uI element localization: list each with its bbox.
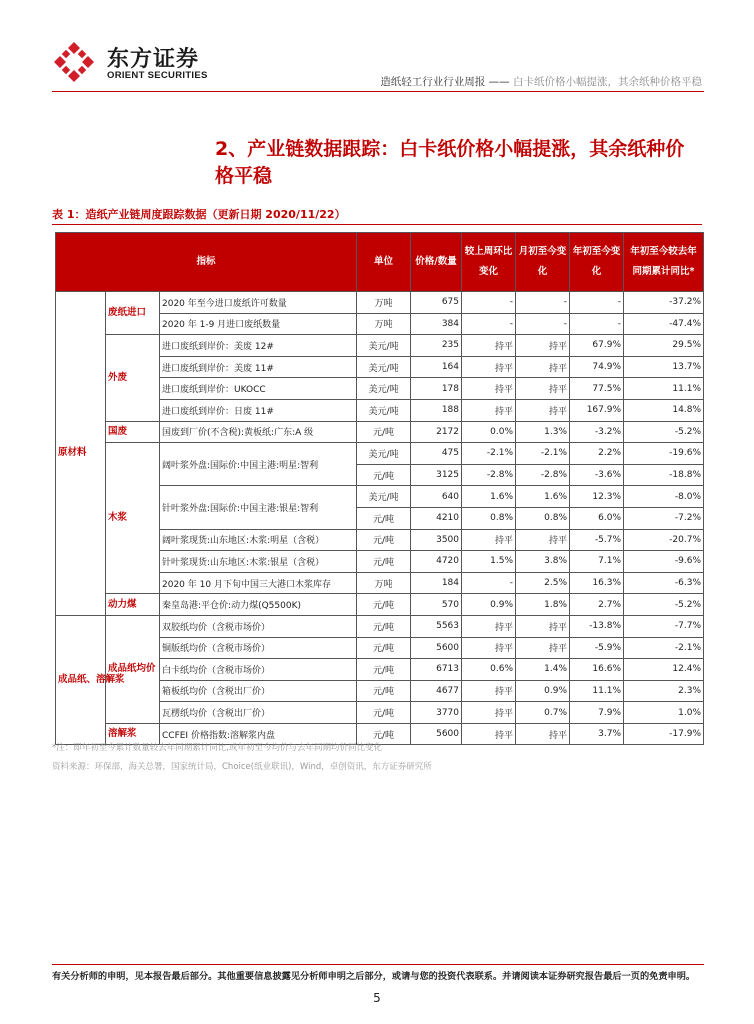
row-yoy: -17.9% [624, 723, 704, 745]
report-subtitle: 白卡纸价格小幅提涨，其余纸种价格平稳 [513, 76, 702, 88]
table-header-row [56, 233, 704, 292]
row-wow: 持平 [462, 356, 516, 378]
row-ytd: 74.9% [570, 356, 624, 378]
row-mtd: 0.7% [516, 702, 570, 724]
table-caption: 表 1：造纸产业链周度跟踪数据（更新日期 2020/11/22） [52, 208, 346, 221]
row-price: 4677 [411, 680, 462, 702]
row-unit: 元/吨 [357, 421, 411, 443]
row-yoy: 1.0% [624, 702, 704, 724]
section-title: 2、产业链数据跟踪：白卡纸价格小幅提涨，其余纸种价格平稳 [215, 138, 685, 187]
row-price: 384 [411, 313, 462, 335]
report-dash: —— [485, 76, 513, 88]
row-name: 进口废纸到岸价：美废 12# [160, 335, 357, 357]
header-yoy: 年初至今较去年同期累计同比* [624, 233, 704, 292]
page-number: 5 [373, 991, 381, 1005]
row-name: 瓦楞纸均价（含税出厂价） [160, 702, 357, 724]
row-wow: 0.9% [462, 594, 516, 616]
report-name: 造纸轻工行业行业周报 [380, 76, 486, 88]
row-unit: 元/吨 [357, 464, 411, 486]
row-mtd: 1.8% [516, 594, 570, 616]
row-wow: 持平 [462, 529, 516, 551]
row-mtd: 持平 [516, 529, 570, 551]
row-price: 164 [411, 356, 462, 378]
header-unit: 单位 [357, 233, 411, 292]
row-name: 针叶浆外盘:国际价:中国主港:银星:智利 [160, 486, 357, 529]
row-ytd: -13.8% [570, 615, 624, 637]
row-name: 阔叶浆现货:山东地区:木浆:明星（含税） [160, 529, 357, 551]
row-name: 秦皇岛港:平仓价:动力煤(Q5500K) [160, 594, 357, 616]
row-unit: 元/吨 [357, 702, 411, 724]
data-source: 资料来源：环保部，海关总署，国家统计局，Choice(纸业联讯)，Wind，卓创资讯，东方证券研究所 [52, 762, 432, 772]
row-ytd: 16.6% [570, 659, 624, 681]
row-yoy: 2.3% [624, 680, 704, 702]
row-price: 5563 [411, 615, 462, 637]
table-row [56, 335, 704, 357]
row-ytd: 7.1% [570, 551, 624, 573]
table-row [56, 421, 704, 443]
row-price: 184 [411, 572, 462, 594]
row-wow: -2.8% [462, 464, 516, 486]
row-mtd: 持平 [516, 378, 570, 400]
logo-chinese-name: 东方证券 [107, 47, 200, 72]
row-unit: 元/吨 [357, 637, 411, 659]
header-wow: 较上周环比变化 [462, 233, 516, 292]
row-ytd: 3.7% [570, 723, 624, 745]
row-price: 5600 [411, 637, 462, 659]
caption-divider [52, 224, 702, 225]
row-mtd: 3.8% [516, 551, 570, 573]
row-yoy: -5.2% [624, 594, 704, 616]
row-mtd: 2.5% [516, 572, 570, 594]
row-wow: 1.6% [462, 486, 516, 508]
row-unit: 元/吨 [357, 680, 411, 702]
row-name: 针叶浆现货:山东地区:木浆:银星（含税） [160, 551, 357, 573]
row-mtd: -2.8% [516, 464, 570, 486]
row-ytd: - [570, 292, 624, 314]
row-ytd: -3.2% [570, 421, 624, 443]
row-price: 475 [411, 443, 462, 465]
header-ytd: 年初至今变化 [570, 233, 624, 292]
row-name: 白卡纸均价（含税市场价） [160, 659, 357, 681]
row-price: 3770 [411, 702, 462, 724]
row-unit: 元/吨 [357, 615, 411, 637]
row-ytd: 7.9% [570, 702, 624, 724]
row-unit: 美元/吨 [357, 443, 411, 465]
row-wow: 持平 [462, 378, 516, 400]
row-wow: 持平 [462, 723, 516, 745]
header-divider [52, 91, 704, 92]
row-wow: 持平 [462, 615, 516, 637]
header-indicator: 指标 [56, 233, 357, 292]
row-name: 2020 年 1-9 月进口废纸数量 [160, 313, 357, 335]
row-mtd: 0.8% [516, 507, 570, 529]
row-name: 2020 年至今进口废纸许可数量 [160, 292, 357, 314]
row-mtd: 持平 [516, 723, 570, 745]
row-yoy: 14.8% [624, 399, 704, 421]
row-name: 2020 年 10 月下旬中国三大港口木浆库存 [160, 572, 357, 594]
footer-disclaimer: 有关分析师的申明，见本报告最后部分。其他重要信息披露见分析师申明之后部分，或请与您的投资代表联系。并请阅读本证券研究报告最后一页的免责申明。 [52, 971, 696, 982]
row-yoy: -7.7% [624, 615, 704, 637]
row-unit: 万吨 [357, 572, 411, 594]
row-ytd: 12.3% [570, 486, 624, 508]
table-footnote: *注：即年初至今累计数量较去年同期累计同比,或年初至今均价与去年同期均价同比变化 [52, 743, 382, 753]
row-price: 4210 [411, 507, 462, 529]
row-yoy: 12.4% [624, 659, 704, 681]
subcategory-waste-import: 废纸进口 [106, 292, 160, 335]
row-wow: 0.8% [462, 507, 516, 529]
company-logo [52, 32, 222, 88]
row-unit: 元/吨 [357, 529, 411, 551]
row-mtd: 持平 [516, 335, 570, 357]
row-mtd: 持平 [516, 399, 570, 421]
row-wow: 1.5% [462, 551, 516, 573]
row-yoy: -19.6% [624, 443, 704, 465]
row-ytd: 2.7% [570, 594, 624, 616]
row-wow: - [462, 572, 516, 594]
row-price: 235 [411, 335, 462, 357]
footer-divider [52, 964, 704, 965]
category-finished-paper: 成品纸、溶解浆 [56, 615, 106, 745]
row-price: 4720 [411, 551, 462, 573]
row-ytd: 67.9% [570, 335, 624, 357]
row-mtd: 1.4% [516, 659, 570, 681]
row-ytd: - [570, 313, 624, 335]
row-price: 2172 [411, 421, 462, 443]
row-unit: 万吨 [357, 313, 411, 335]
subcategory-paper-avg: 成品纸均价 [106, 615, 160, 723]
row-name: CCFEI 价格指数:溶解浆内盘 [160, 723, 357, 745]
row-ytd: -5.9% [570, 637, 624, 659]
row-yoy: -5.2% [624, 421, 704, 443]
row-price: 640 [411, 486, 462, 508]
row-name: 国废到厂价(不含税):黄板纸:广东:A 级 [160, 421, 357, 443]
row-ytd: -5.7% [570, 529, 624, 551]
row-mtd: 1.6% [516, 486, 570, 508]
row-unit: 元/吨 [357, 507, 411, 529]
row-yoy: -7.2% [624, 507, 704, 529]
row-yoy: -18.8% [624, 464, 704, 486]
row-wow: 持平 [462, 399, 516, 421]
row-yoy: -2.1% [624, 637, 704, 659]
row-name: 铜版纸均价（含税市场价） [160, 637, 357, 659]
row-mtd: 持平 [516, 356, 570, 378]
row-wow: - [462, 313, 516, 335]
header-mtd: 月初至今变化 [516, 233, 570, 292]
row-wow: 持平 [462, 335, 516, 357]
row-name: 箱板纸均价（含税出厂价） [160, 680, 357, 702]
row-name: 双胶纸均价（含税市场价） [160, 615, 357, 637]
row-ytd: 11.1% [570, 680, 624, 702]
row-unit: 美元/吨 [357, 356, 411, 378]
row-yoy: -8.0% [624, 486, 704, 508]
row-price: 6713 [411, 659, 462, 681]
orient-securities-logo-icon [52, 40, 96, 84]
row-price: 188 [411, 399, 462, 421]
row-yoy: -37.2% [624, 292, 704, 314]
subcategory-pulp: 木浆 [106, 443, 160, 594]
subcategory-coal: 动力煤 [106, 594, 160, 616]
subcategory-dissolving-pulp: 溶解浆 [106, 723, 160, 745]
row-yoy: -9.6% [624, 551, 704, 573]
row-wow: 持平 [462, 702, 516, 724]
row-unit: 美元/吨 [357, 486, 411, 508]
row-price: 5600 [411, 723, 462, 745]
row-wow: 持平 [462, 637, 516, 659]
row-price: 675 [411, 292, 462, 314]
row-price: 570 [411, 594, 462, 616]
row-unit: 美元/吨 [357, 378, 411, 400]
row-mtd: 0.9% [516, 680, 570, 702]
row-price: 3500 [411, 529, 462, 551]
row-yoy: -47.4% [624, 313, 704, 335]
row-mtd: 1.3% [516, 421, 570, 443]
category-raw-materials: 原材料 [56, 292, 106, 616]
subcategory-foreign-waste: 外废 [106, 335, 160, 421]
row-unit: 元/吨 [357, 594, 411, 616]
row-yoy: 11.1% [624, 378, 704, 400]
row-unit: 元/吨 [357, 659, 411, 681]
row-ytd: 2.2% [570, 443, 624, 465]
row-mtd: 持平 [516, 637, 570, 659]
row-yoy: 13.7% [624, 356, 704, 378]
row-yoy: -20.7% [624, 529, 704, 551]
row-price: 178 [411, 378, 462, 400]
row-unit: 万吨 [357, 292, 411, 314]
row-yoy: -6.3% [624, 572, 704, 594]
table-row [56, 594, 704, 616]
row-unit: 元/吨 [357, 551, 411, 573]
row-mtd: - [516, 313, 570, 335]
row-name: 进口废纸到岸价：UKOCC [160, 378, 357, 400]
row-unit: 元/吨 [357, 723, 411, 745]
table-row [56, 292, 704, 314]
row-mtd: - [516, 292, 570, 314]
logo-english-name: ORIENT SECURITIES [107, 70, 208, 81]
subcategory-domestic-waste: 国废 [106, 421, 160, 443]
row-name: 进口废纸到岸价：美废 11# [160, 356, 357, 378]
row-yoy: 29.5% [624, 335, 704, 357]
header-price: 价格/数量 [411, 233, 462, 292]
row-ytd: 16.3% [570, 572, 624, 594]
row-name: 进口废纸到岸价：日废 11# [160, 399, 357, 421]
row-mtd: -2.1% [516, 443, 570, 465]
row-ytd: 6.0% [570, 507, 624, 529]
table-row [56, 443, 704, 465]
row-wow: - [462, 292, 516, 314]
industry-chain-table [55, 232, 704, 745]
row-price: 3125 [411, 464, 462, 486]
row-ytd: 167.9% [570, 399, 624, 421]
row-mtd: 持平 [516, 615, 570, 637]
row-ytd: 77.5% [570, 378, 624, 400]
row-wow: 0.6% [462, 659, 516, 681]
row-wow: 持平 [462, 680, 516, 702]
row-ytd: -3.6% [570, 464, 624, 486]
row-unit: 美元/吨 [357, 335, 411, 357]
report-header [380, 74, 702, 89]
row-unit: 美元/吨 [357, 399, 411, 421]
table-row [56, 615, 704, 637]
row-wow: -2.1% [462, 443, 516, 465]
row-wow: 0.0% [462, 421, 516, 443]
row-name: 阔叶浆外盘:国际价:中国主港:明星:智利 [160, 443, 357, 486]
